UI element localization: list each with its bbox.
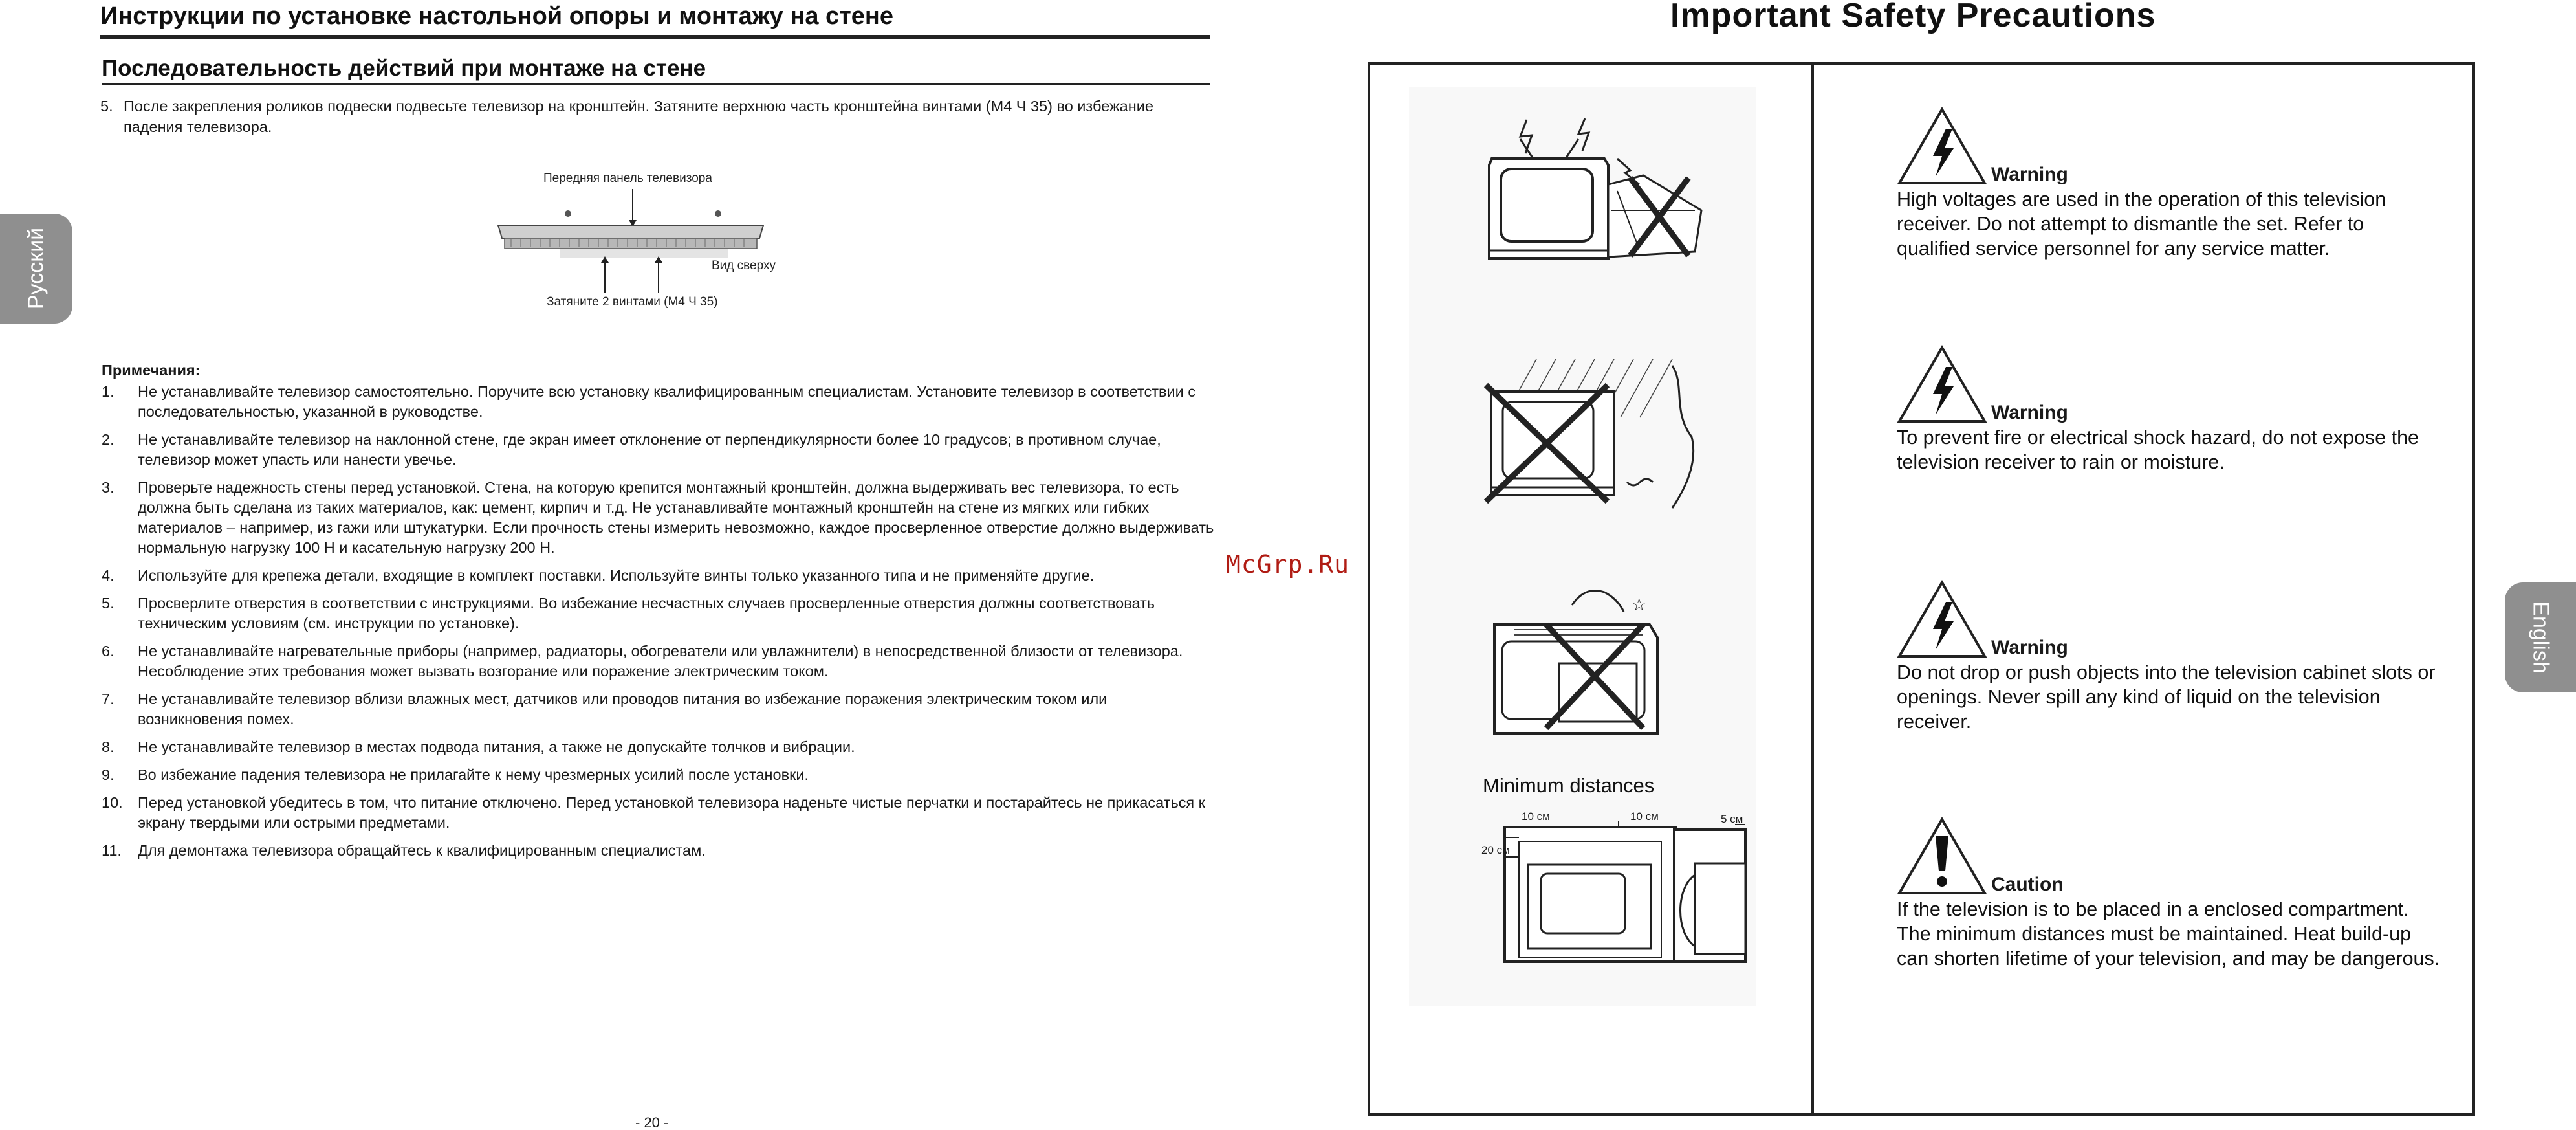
note-text: Не устанавливайте телевизор вблизи влажных мест, датчиков или проводов питания во избежание поражения электрическим током или возникновения помех. (138, 691, 1108, 727)
note-text: Не устанавливайте нагревательные приборы (например, радиаторы, обогреватели или увлажнители) в непосредственной близости от телевизора. Несоблюдение этих требования может вызвать возгорание или поражение электрическим током. (138, 643, 1183, 680)
objects-warning-illustration (1488, 579, 1682, 748)
dim-right: 5 см (1721, 813, 1743, 825)
left-page (0, 0, 1268, 1130)
step-number: 5. (100, 98, 113, 115)
note-number: 7. (102, 691, 115, 707)
note-number: 10. (102, 794, 123, 811)
language-tab-label: Русский (23, 227, 49, 310)
note-item (102, 793, 1214, 833)
warning-keyword: Warning (1991, 164, 2068, 185)
label-front-panel: Передняя панель телевизора (543, 172, 712, 185)
min-distances-drawing (1481, 810, 1753, 966)
dim-top-left: 10 см (1522, 810, 1550, 823)
note-text: Для демонтажа телевизора обращайтесь к квалифицированным специалистам. (138, 842, 706, 859)
warning-header (1897, 345, 2440, 425)
note-item (102, 382, 1214, 422)
safety-title: Important Safety Precautions (1670, 0, 2156, 34)
svg-text:☆: ☆ (1632, 595, 1647, 615)
wall-mount-diagram (492, 170, 789, 318)
warning-keyword: Warning (1991, 637, 2068, 658)
note-number: 6. (102, 643, 115, 659)
note-text: Проверьте надежность стены перед установкой. Стена, на которую крепится монтажный кронштейн, должна выдерживать вес телевизора, то есть должна быть сделана из таких материалов, как: цемент, кирпич и т.д. Не устанавливайте монтажный кронштейн на стене из мягких или гибких материалов – например, из гажи или штукатурки. Если прочность стены измерить невозможно, каждое просверленное отверстие должно выдерживать нормальную нагрузку 100 Н и касательную нагрузку 200 Н. (138, 479, 1214, 556)
watermark: McGrp.Ru (1226, 550, 1350, 579)
note-text: Перед установкой убедитесь в том, что питание отключено. Перед установкой телевизора наденьте чистые перчатки и постарайтесь не прикасаться к экрану твердыми или острыми предметами. (138, 794, 1205, 831)
notes-list (102, 382, 1214, 869)
warning-block-3 (1897, 580, 2440, 734)
warning-text: To prevent fire or electrical shock hazard, do not expose the television receiver to rain or moisture. (1897, 427, 2419, 473)
page-number: - 20 - (635, 1114, 669, 1130)
caution-keyword: Caution (1991, 874, 2064, 895)
warning-text: Do not drop or push objects into the television cabinet slots or openings. Never spill any kind of liquid on the television receiver. (1897, 661, 2436, 733)
warning-header (1897, 580, 2440, 660)
section-title: Последовательность действий при монтаже на стене (102, 56, 706, 81)
note-number: 8. (102, 738, 115, 755)
min-distances-diagram (1481, 810, 1753, 966)
dim-side: 20 см (1481, 844, 1510, 856)
language-tab-label: English (2528, 601, 2553, 674)
note-item (102, 641, 1214, 681)
label-top-view: Вид сверху (712, 259, 776, 272)
tv-top-view-drawing (492, 170, 789, 318)
note-item (102, 566, 1214, 586)
exclamation-caution-icon (1897, 817, 1987, 896)
note-text: Используйте для крепежа детали, входящие в комплект поставки. Используйте винты только указанного типа и не применяйте другие. (138, 567, 1095, 584)
caution-header (1897, 817, 2440, 897)
section-divider (102, 83, 1210, 85)
warning-keyword: Warning (1991, 402, 2068, 423)
note-text: Не устанавливайте телевизор на наклонной стене, где экран имеет отклонение от перпендикулярности более 10 градусов; в противном случае, телевизор может упасть или нанести увечье. (138, 431, 1161, 468)
step-text: После закрепления роликов подвески подвесьте телевизор на кронштейн. Затяните верхнюю часть кронштейна винтами (M4 Ч 35) во избежание падения телевизора. (124, 98, 1153, 135)
caution-text: If the television is to be placed in a enclosed compartment. The minimum distances must be maintained. Heat build-up can shorten lifetime of your television, and may be dangerous. (1897, 898, 2440, 969)
warning-header (1897, 107, 2440, 187)
note-item (102, 765, 1214, 785)
note-item (102, 430, 1214, 470)
note-item (102, 737, 1214, 757)
note-number: 3. (102, 479, 115, 496)
note-number: 11. (102, 842, 122, 859)
dim-top-right: 10 см (1630, 810, 1659, 823)
warning-block-1 (1897, 107, 2440, 261)
label-screws: Затяните 2 винтами (M4 Ч 35) (547, 295, 718, 309)
note-text: Просверлите отверстия в соответствии с инструкциями. Во избежание несчастных случаев просверленные отверстия должны соответствовать техническим условиям (см. инструкции по установке). (138, 595, 1155, 632)
language-tab-russian[interactable] (0, 214, 72, 324)
rain-warning-illustration (1478, 359, 1711, 515)
high-voltage-warning-icon (1897, 345, 1987, 424)
note-number: 1. (102, 383, 115, 400)
note-item (102, 478, 1214, 558)
min-distances-label: Minimum distances (1483, 774, 1655, 797)
dismantle-warning-illustration (1481, 113, 1714, 269)
notes-heading: Примечания: (102, 362, 201, 379)
note-text: Не устанавливайте телевизор в местах подвода питания, а также не допускайте толчков и вибрации. (138, 738, 855, 755)
title-divider (100, 35, 1210, 39)
language-tab-english[interactable] (2505, 582, 2576, 692)
high-voltage-warning-icon (1897, 107, 1987, 186)
note-number: 5. (102, 595, 115, 612)
high-voltage-warning-icon (1897, 580, 1987, 659)
note-item (102, 841, 1214, 861)
page-title: Инструкции по установке настольной опоры и монтажу на стене (100, 3, 893, 30)
warning-text: High voltages are used in the operation of this television receiver. Do not attempt to dismantle the set. Refer to qualified service personnel for any service matter. (1897, 188, 2386, 260)
note-text: Во избежание падения телевизора не прилагайте к нему чрезмерных усилий после установки. (138, 766, 809, 783)
table-column-divider (1811, 62, 1814, 1116)
note-number: 4. (102, 567, 115, 584)
warning-block-2 (1897, 345, 2440, 474)
caution-block (1897, 817, 2440, 971)
note-number: 2. (102, 431, 115, 448)
note-text: Не устанавливайте телевизор самостоятельно. Поручите всю установку квалифицированным специалистам. Установите телевизор в соответствии с последовательностью, указанной в руководстве. (138, 383, 1196, 420)
note-number: 9. (102, 766, 115, 783)
note-item (102, 689, 1214, 729)
note-item (102, 593, 1214, 634)
